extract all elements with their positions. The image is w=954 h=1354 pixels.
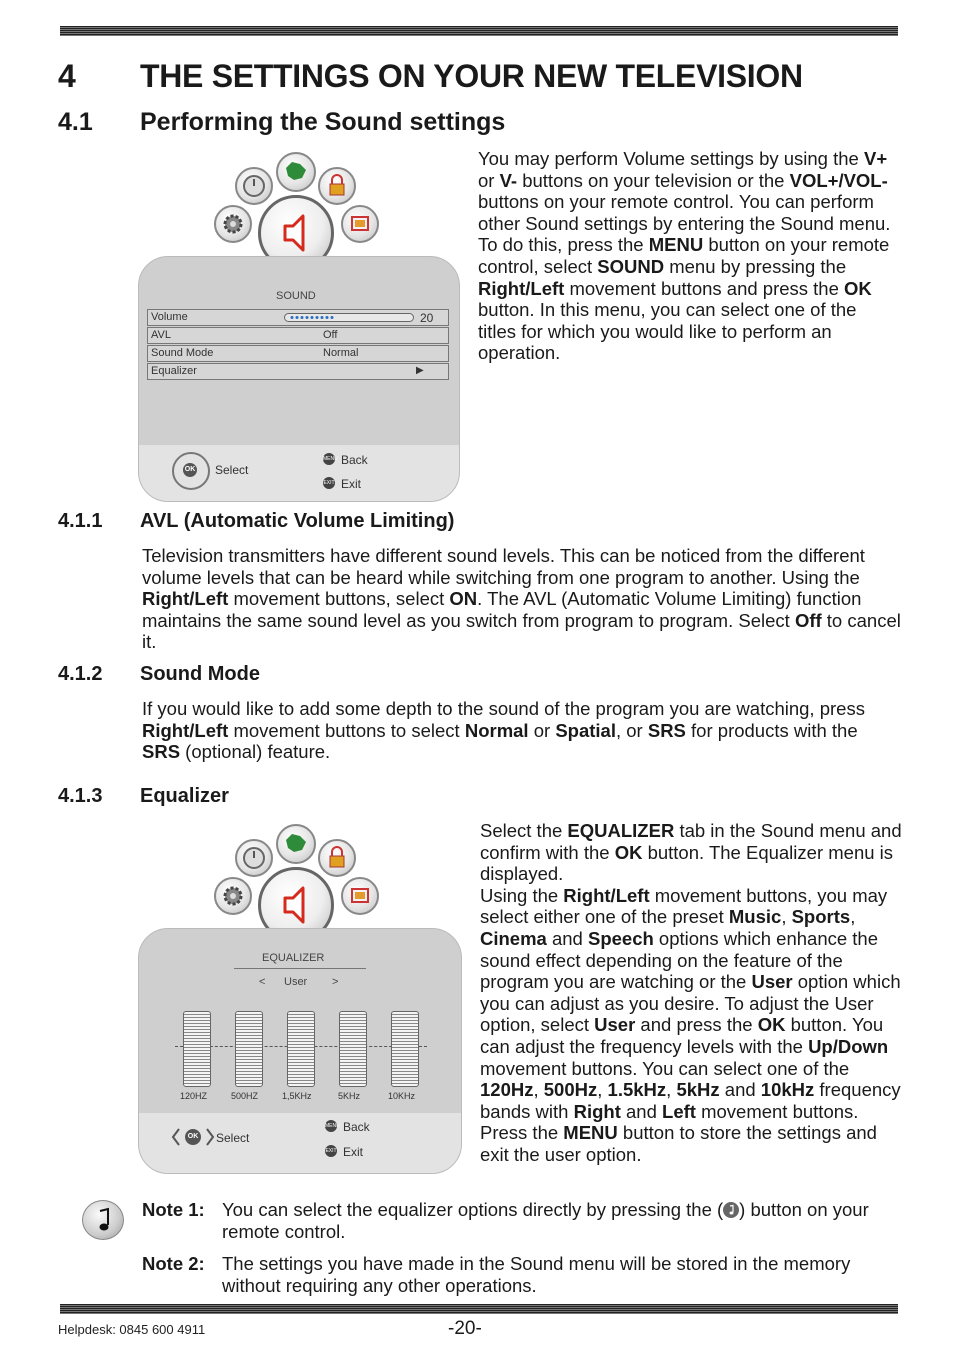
note-1-label: Note 1: <box>142 1199 205 1220</box>
menu-legend-bar <box>139 445 459 501</box>
note-2-text: The settings you have made in the Sound menu will be stored in the memory without requiring any other operations. <box>222 1253 851 1296</box>
legend-back: Back <box>343 1120 370 1134</box>
picture-icon <box>341 877 379 915</box>
band-label: 120HZ <box>180 1091 208 1101</box>
sound-mode-title: Sound Mode <box>140 663 260 685</box>
row-label: Sound Mode <box>151 347 214 359</box>
menu-row-equalizer[interactable] <box>147 363 449 380</box>
chapter-heading <box>58 58 803 95</box>
equalizer-heading <box>58 785 229 808</box>
preset-next-arrow[interactable]: > <box>332 976 339 988</box>
sound-mode-heading <box>58 663 260 686</box>
band-label: 5KHz <box>338 1091 361 1101</box>
note-2-label: Note 2: <box>142 1253 205 1274</box>
legend-exit: Exit <box>341 477 362 491</box>
legend-exit: Exit <box>343 1145 364 1159</box>
equalizer-menu-title: EQUALIZER <box>262 952 325 964</box>
equalizer-menu-illustration <box>138 822 462 1174</box>
sound-menu-illustration <box>138 150 460 502</box>
legend-select: Select <box>215 463 249 477</box>
menu-row-volume[interactable] <box>147 309 449 326</box>
row-label: Equalizer <box>151 365 197 377</box>
arrow-right-icon: ▶ <box>416 365 424 376</box>
avl-heading <box>58 510 454 533</box>
avl-number: 4.1.1 <box>58 510 103 532</box>
menu-button-icon: MENU <box>323 453 335 465</box>
music-button-icon <box>723 1202 739 1218</box>
equalizer-paragraph: Select the EQUALIZER tab in the Sound menu and confirm with the OK button. The Equalizer menu is displayed. Using the Right/Left movement buttons, you may select either one of the preset Music, Sports, Cinema and Speech options which enhance the sound effect depending on the feature of the program you are watching or the User option which you can adjust as you desire. To adjust the User option, select User and press the OK button. You can adjust the frequency levels with the Up/Down movement buttons. You can select one of the 120Hz, 500Hz, 1.5kHz, 5kHz and 10kHz frequency bands with Right and Left movement buttons. Press the MENU button to store the settings and exit the user option. <box>480 820 902 1165</box>
exit-button-icon: EXIT <box>323 477 335 489</box>
preset-value[interactable]: User <box>284 976 308 988</box>
row-value: 20 <box>420 311 434 325</box>
note-1-text-end: ) button on your remote control. <box>222 1199 869 1242</box>
bottom-rule <box>60 1304 898 1314</box>
eq-slider-120hz[interactable] <box>183 1011 211 1087</box>
avl-paragraph: Television transmitters have different sound levels. This can be noticed from the different volume levels that can be heard while switching from one program to another. Using the Right/Left movement buttons, select ON. The AVL (Automatic Volume Limiting) function maintains the same sound level as you switch from program to program. Select Off to cancel it. <box>142 545 901 653</box>
row-value: Off <box>323 329 338 341</box>
page-number: -20- <box>448 1318 482 1339</box>
sound-menu-title: SOUND <box>276 290 316 302</box>
music-note-icon <box>82 1200 124 1240</box>
volume-bar <box>284 313 414 322</box>
ok-button-icon: OK <box>183 463 197 477</box>
sound-mode-paragraph: If you would like to add some depth to the sound of the program you are watching, press Right/Left movement buttons to select Normal or Spatial, or SRS for products with the SRS (optional) feature. <box>142 698 865 763</box>
band-label: 1,5KHz <box>282 1091 312 1101</box>
globe-icon <box>276 152 316 192</box>
sound-mode-number: 4.1.2 <box>58 663 103 685</box>
note-1-text-start: You can select the equalizer options directly by pressing the ( <box>222 1199 724 1220</box>
menu-row-avl[interactable] <box>147 327 449 344</box>
preset-prev-arrow[interactable]: < <box>259 976 266 988</box>
menu-button-icon: MENU <box>325 1120 337 1132</box>
gear-icon <box>214 205 252 243</box>
eq-slider-500hz[interactable] <box>235 1011 263 1087</box>
title-underline <box>234 968 366 969</box>
eq-slider-10khz[interactable] <box>391 1011 419 1087</box>
globe-icon <box>276 824 316 864</box>
row-value: Normal <box>323 347 359 359</box>
picture-icon <box>341 205 379 243</box>
ok-button-icon: OK <box>185 1129 201 1145</box>
section-number: 4.1 <box>58 108 93 136</box>
eq-slider-5khz[interactable] <box>339 1011 367 1087</box>
avl-title: AVL (Automatic Volume Limiting) <box>140 510 455 532</box>
sound-menu-panel <box>138 256 460 502</box>
top-rule <box>60 26 898 36</box>
row-label: Volume <box>151 311 188 323</box>
section-heading <box>58 108 505 137</box>
menu-legend-bar <box>139 1113 461 1173</box>
legend-back: Back <box>341 453 368 467</box>
helpdesk-text: Helpdesk: 0845 600 4911 <box>58 1322 206 1337</box>
band-label: 500HZ <box>231 1091 259 1101</box>
row-label: AVL <box>151 329 171 341</box>
chapter-number: 4 <box>58 58 76 94</box>
equalizer-title: Equalizer <box>140 785 229 807</box>
band-label: 10KHz <box>388 1091 416 1101</box>
equalizer-menu-panel <box>138 928 462 1174</box>
legend-select: Select <box>216 1131 250 1145</box>
equalizer-number: 4.1.3 <box>58 785 103 807</box>
chapter-title: THE SETTINGS ON YOUR NEW TELEVISION <box>140 58 803 94</box>
section-title: Performing the Sound settings <box>140 108 506 136</box>
exit-button-icon: EXIT <box>325 1145 337 1157</box>
gear-icon <box>214 877 252 915</box>
intro-paragraph: You may perform Volume settings by using the V+ or V- buttons on your television or the VOL+/VOL- buttons on your remote control. You can perform other Sound settings by entering the Sound menu. To do this, press the MENU button on your remote control, select SOUND menu by pressing the Right/Left movement buttons and press the OK button. In this menu, you can select one of the titles for which you would like to perform an operation. <box>478 148 891 364</box>
menu-row-sound-mode[interactable] <box>147 345 449 362</box>
eq-slider-1-5khz[interactable] <box>287 1011 315 1087</box>
